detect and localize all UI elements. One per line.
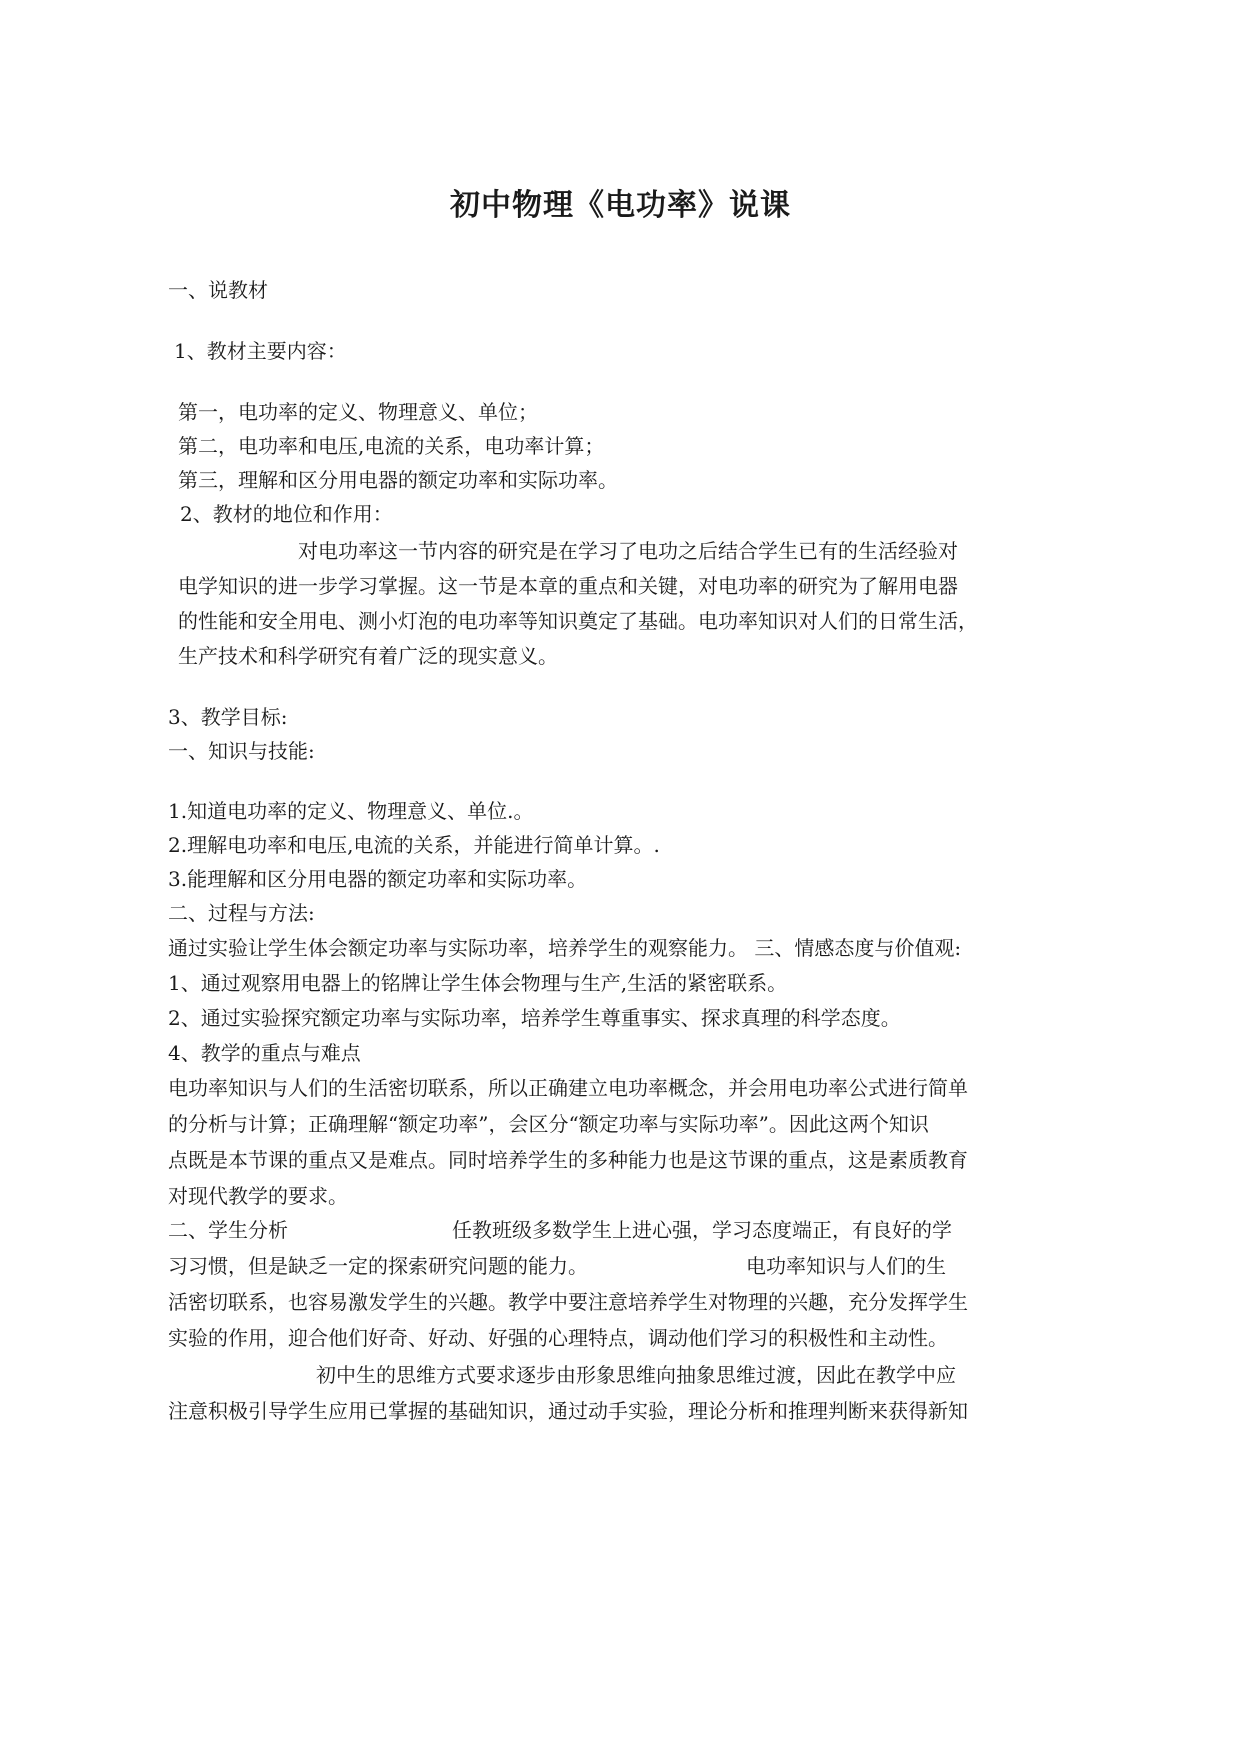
paragraph-line: 通过实验让学生体会额定功率与实际功率，培养学生的观察能力。 三、情感态度与价值观:	[168, 936, 962, 960]
subsection-heading: 2、教材的地位和作用：	[180, 502, 393, 526]
list-item: 3.能理解和区分用电器的额定功率和实际功率。	[168, 867, 588, 891]
paragraph-line: 点既是本节课的重点又是难点。同时培养学生的多种能力也是这节课的重点，这是素质教育	[168, 1148, 968, 1172]
paragraph-line: 实验的作用，迎合他们好奇、好动、好强的心理特点，调动他们学习的积极性和主动性。	[168, 1326, 948, 1350]
paragraph-line: 的分析与计算；正确理解“额定功率”，会区分“额定功率与实际功率”。因此这两个知识	[168, 1112, 929, 1136]
list-item: 2、通过实验探究额定功率与实际功率，培养学生尊重事实、探求真理的科学态度。	[168, 1006, 901, 1030]
content-item: 第一，电功率的定义、物理意义、单位；	[178, 400, 538, 424]
section-heading: 一、说教材	[168, 278, 268, 302]
section-heading: 4、教学的重点与难点	[168, 1041, 361, 1065]
subsection-heading: 一、知识与技能:	[168, 739, 315, 763]
paragraph-line: 习习惯，但是缺乏一定的探索研究问题的能力。	[168, 1254, 588, 1278]
content-item: 第三，理解和区分用电器的额定功率和实际功率。	[178, 468, 618, 492]
paragraph-line: 初中生的思维方式要求逐步由形象思维向抽象思维过渡，因此在教学中应	[316, 1363, 956, 1387]
paragraph-line: 注意积极引导学生应用已掌握的基础知识，通过动手实验，理论分析和推理判断来获得新知	[168, 1399, 968, 1423]
document-title: 初中物理《电功率》说课	[450, 188, 791, 223]
content-item: 第二，电功率和电压,电流的关系，电功率计算；	[178, 434, 605, 458]
paragraph-line: 对电功率这一节内容的研究是在学习了电功之后结合学生已有的生活经验对	[298, 539, 958, 563]
paragraph-line: 电功率知识与人们的生	[746, 1254, 946, 1278]
list-item: 1、通过观察用电器上的铭牌让学生体会物理与生产,生活的紧密联系。	[168, 971, 788, 995]
subsection-heading: 1、教材主要内容：	[174, 339, 347, 363]
paragraph-line: 生产技术和科学研究有着广泛的现实意义。	[178, 644, 558, 668]
list-item: 2.理解电功率和电压,电流的关系，并能进行简单计算。.	[168, 833, 660, 857]
paragraph-line: 的性能和安全用电、测小灯泡的电功率等知识奠定了基础。电功率知识对人们的日常生活，	[178, 609, 978, 633]
section-heading: 3、教学目标:	[168, 705, 288, 729]
paragraph-line: 对现代教学的要求。	[168, 1184, 348, 1208]
section-heading: 二、学生分析	[168, 1218, 288, 1242]
paragraph-line: 电学知识的进一步学习掌握。这一节是本章的重点和关键，对电功率的研究为了解用电器	[178, 574, 958, 598]
paragraph-line: 活密切联系，也容易激发学生的兴趣。教学中要注意培养学生对物理的兴趣，充分发挥学生	[168, 1290, 968, 1314]
list-item: 1.知道电功率的定义、物理意义、单位.。	[168, 799, 534, 823]
subsection-heading: 二、过程与方法:	[168, 901, 315, 925]
paragraph-line: 任教班级多数学生上进心强，学习态度端正，有良好的学	[452, 1218, 952, 1242]
paragraph-line: 电功率知识与人们的生活密切联系，所以正确建立电功率概念，并会用电功率公式进行简单	[168, 1076, 968, 1100]
